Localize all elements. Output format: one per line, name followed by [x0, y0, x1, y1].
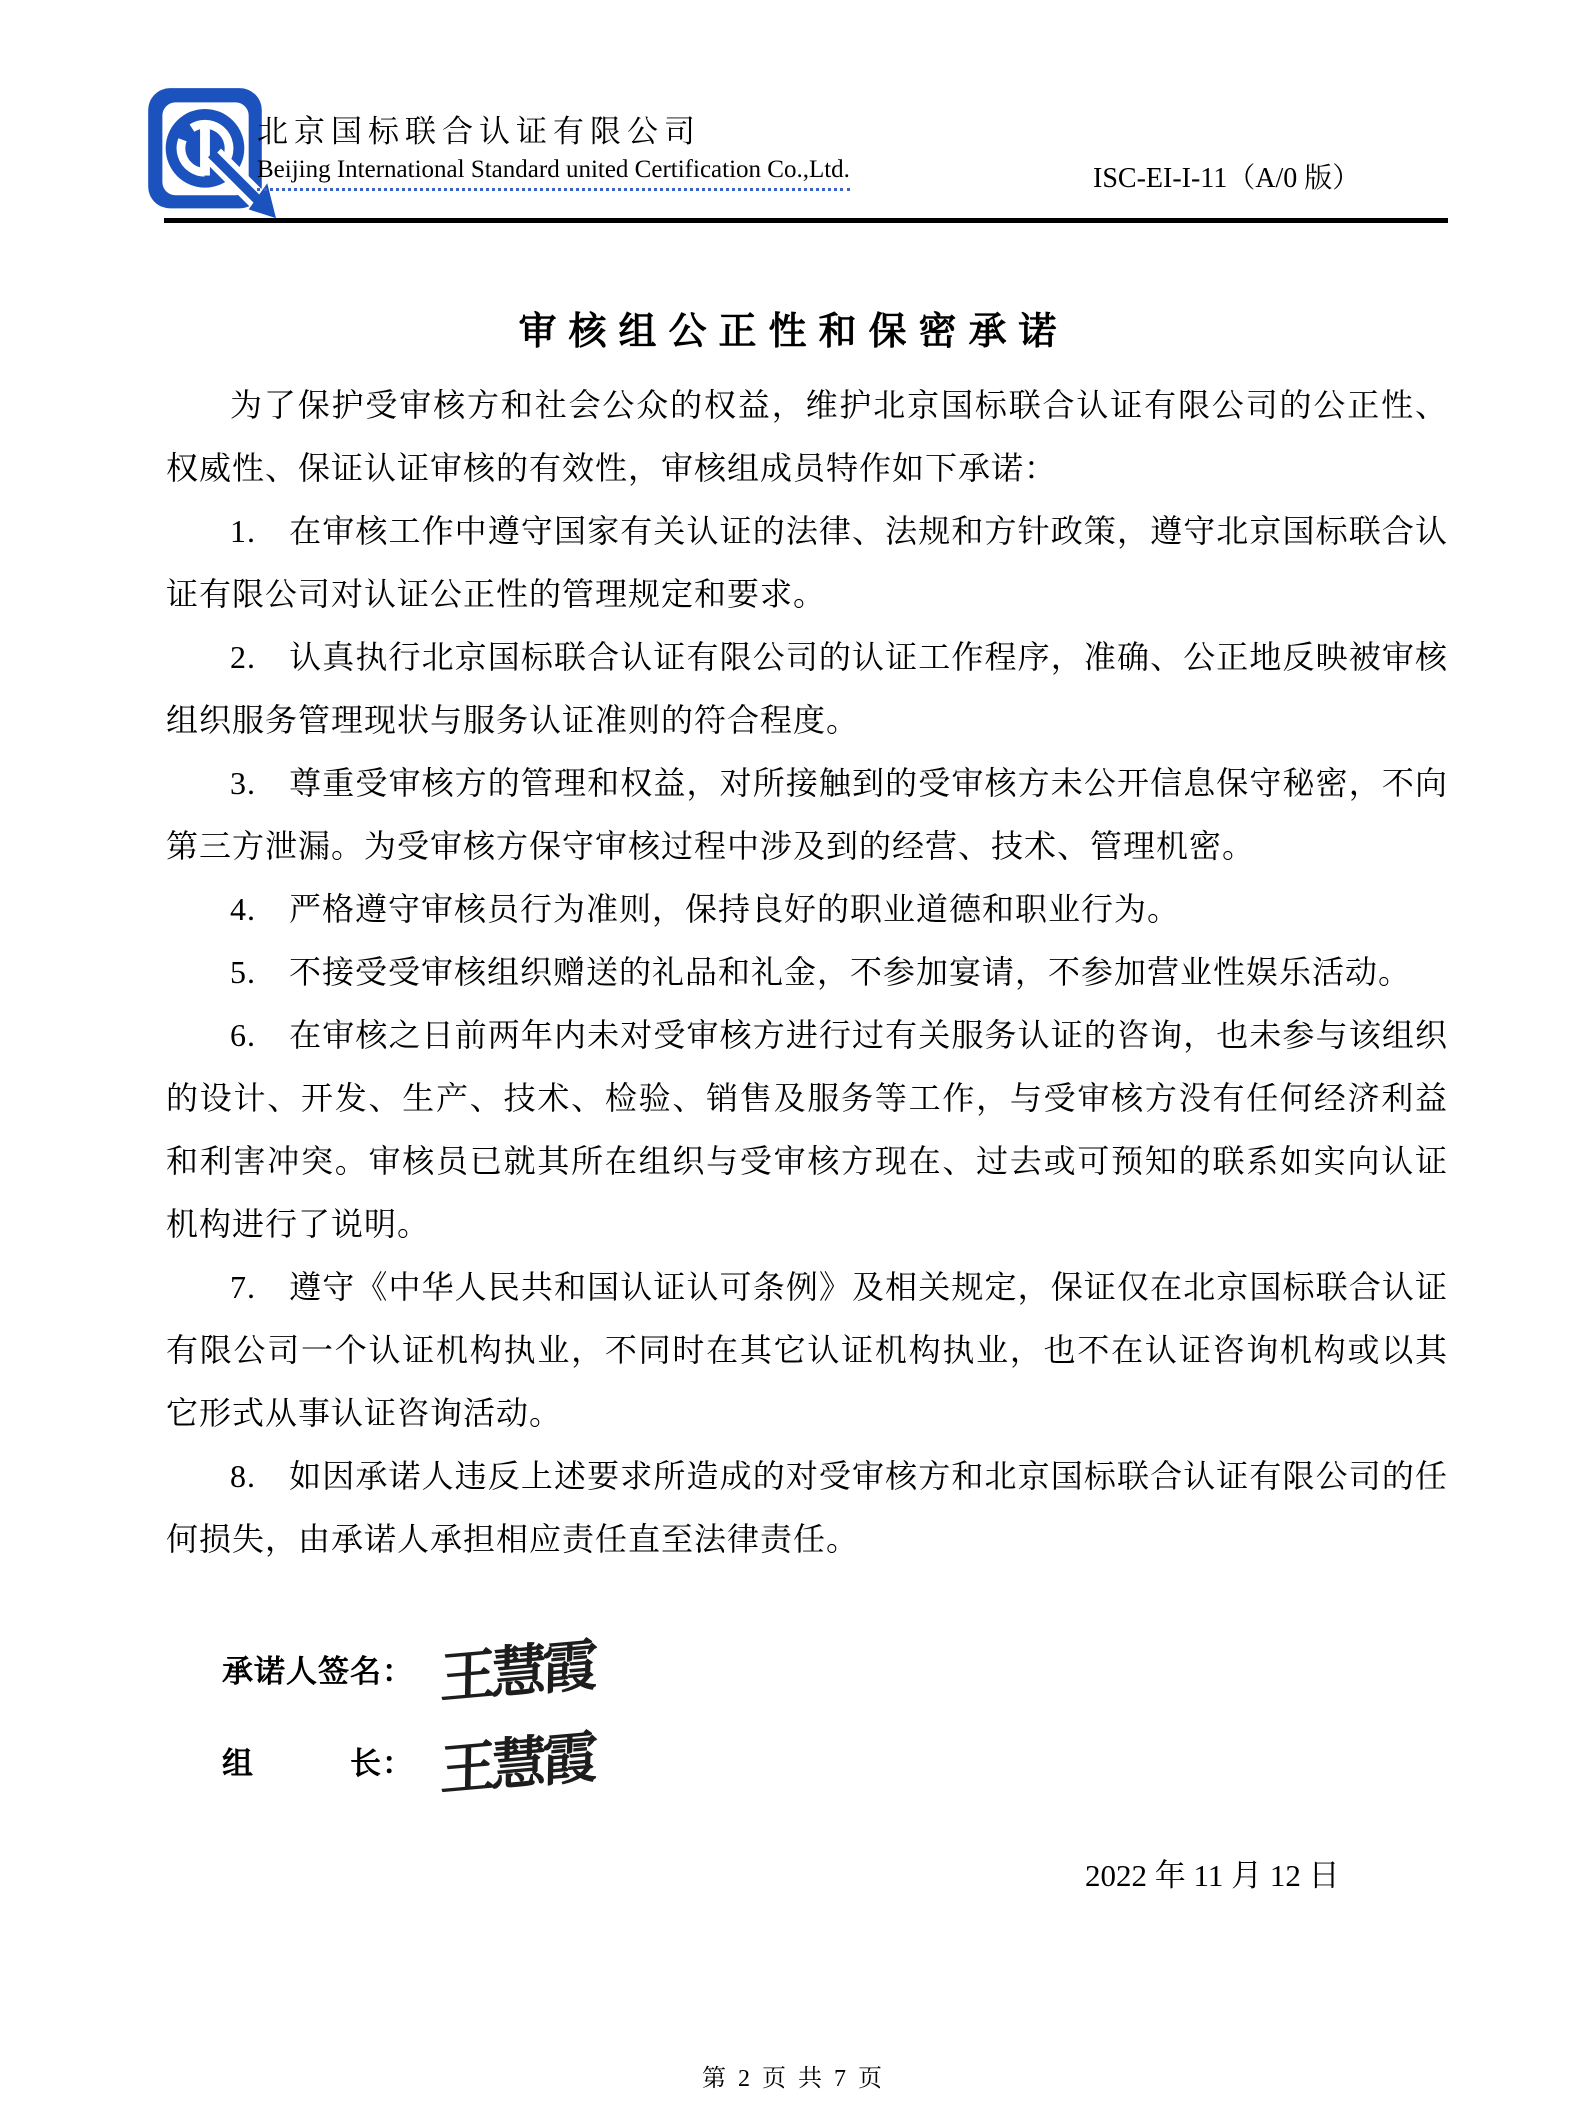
header-divider: [164, 218, 1448, 223]
company-name-en: Beijing International Standard united Certification Co.,Ltd.: [257, 156, 850, 191]
body-paragraph-7: 7. 遵守《中华人民共和国认证认可条例》及相关规定，保证仅在北京国标联合认证有限公司一个认证机构执业，不同时在其它认证机构执业，也不在认证咨询机构或以其它形式从事认证咨询活动。: [166, 1269, 1448, 1431]
body-paragraph-8: 8. 如因承诺人违反上述要求所造成的对受审核方和北京国标联合认证有限公司的任何损失，由承诺人承担相应责任直至法律责任。: [166, 1458, 1448, 1557]
leader-row: [222, 1714, 593, 1806]
body-paragraph-2: 2. 认真执行北京国标联合认证有限公司的认证工作程序，准确、公正地反映被审核组织服务管理现状与服务认证准则的符合程度。: [166, 639, 1448, 738]
page-number: 第 2 页 共 7 页: [702, 2066, 885, 2092]
leader-signature: 王慧霞: [439, 1727, 594, 1803]
signer-label: 承诺人签名：: [222, 1653, 414, 1689]
document-body: [166, 374, 1448, 1571]
document-title: 审核组公正性和保密承诺: [518, 311, 1069, 353]
intro-paragraph: 为了保护受审核方和社会公众的权益，维护北京国标联合认证有限公司的公正性、权威性、保证认证审核的有效性，审核组成员特作如下承诺：: [166, 387, 1448, 486]
body-paragraph-6: 6. 在审核之日前两年内未对受审核方进行过有关服务认证的咨询，也未参与该组织的设计、开发、生产、技术、检验、销售及服务等工作，与受审核方没有任何经济利益和利害冲突。审核员已就其所在组织与受审核方现在、过去或可预知的联系如实向认证机构进行了说明。: [166, 1017, 1448, 1242]
body-paragraph-3: 3. 尊重受审核方的管理和权益，对所接触到的受审核方未公开信息保守秘密，不向第三方泄漏。为受审核方保守审核过程中涉及到的经营、技术、管理机密。: [166, 765, 1448, 864]
signature-section: [222, 1622, 593, 1806]
body-paragraph-5: 5. 不接受受审核组织赠送的礼品和礼金，不参加宴请，不参加营业性娱乐活动。: [230, 954, 1412, 990]
signer-signature: 王慧霞: [439, 1635, 594, 1711]
body-paragraph-4: 4. 严格遵守审核员行为准则，保持良好的职业道德和职业行为。: [230, 891, 1181, 927]
document-date: 2022 年 11 月 12 日: [1085, 1858, 1340, 1893]
signer-row: [222, 1622, 593, 1714]
body-paragraph-1: 1. 在审核工作中遵守国家有关认证的法律、法规和方针政策，遵守北京国标联合认证有限公司对认证公正性的管理规定和要求。: [166, 513, 1448, 612]
leader-label: 组 长：: [222, 1745, 414, 1781]
company-name-cn: 北京国标联合认证有限公司: [257, 114, 701, 149]
doc-number: ISC-EI-I-11（A/0 版）: [1093, 163, 1361, 194]
